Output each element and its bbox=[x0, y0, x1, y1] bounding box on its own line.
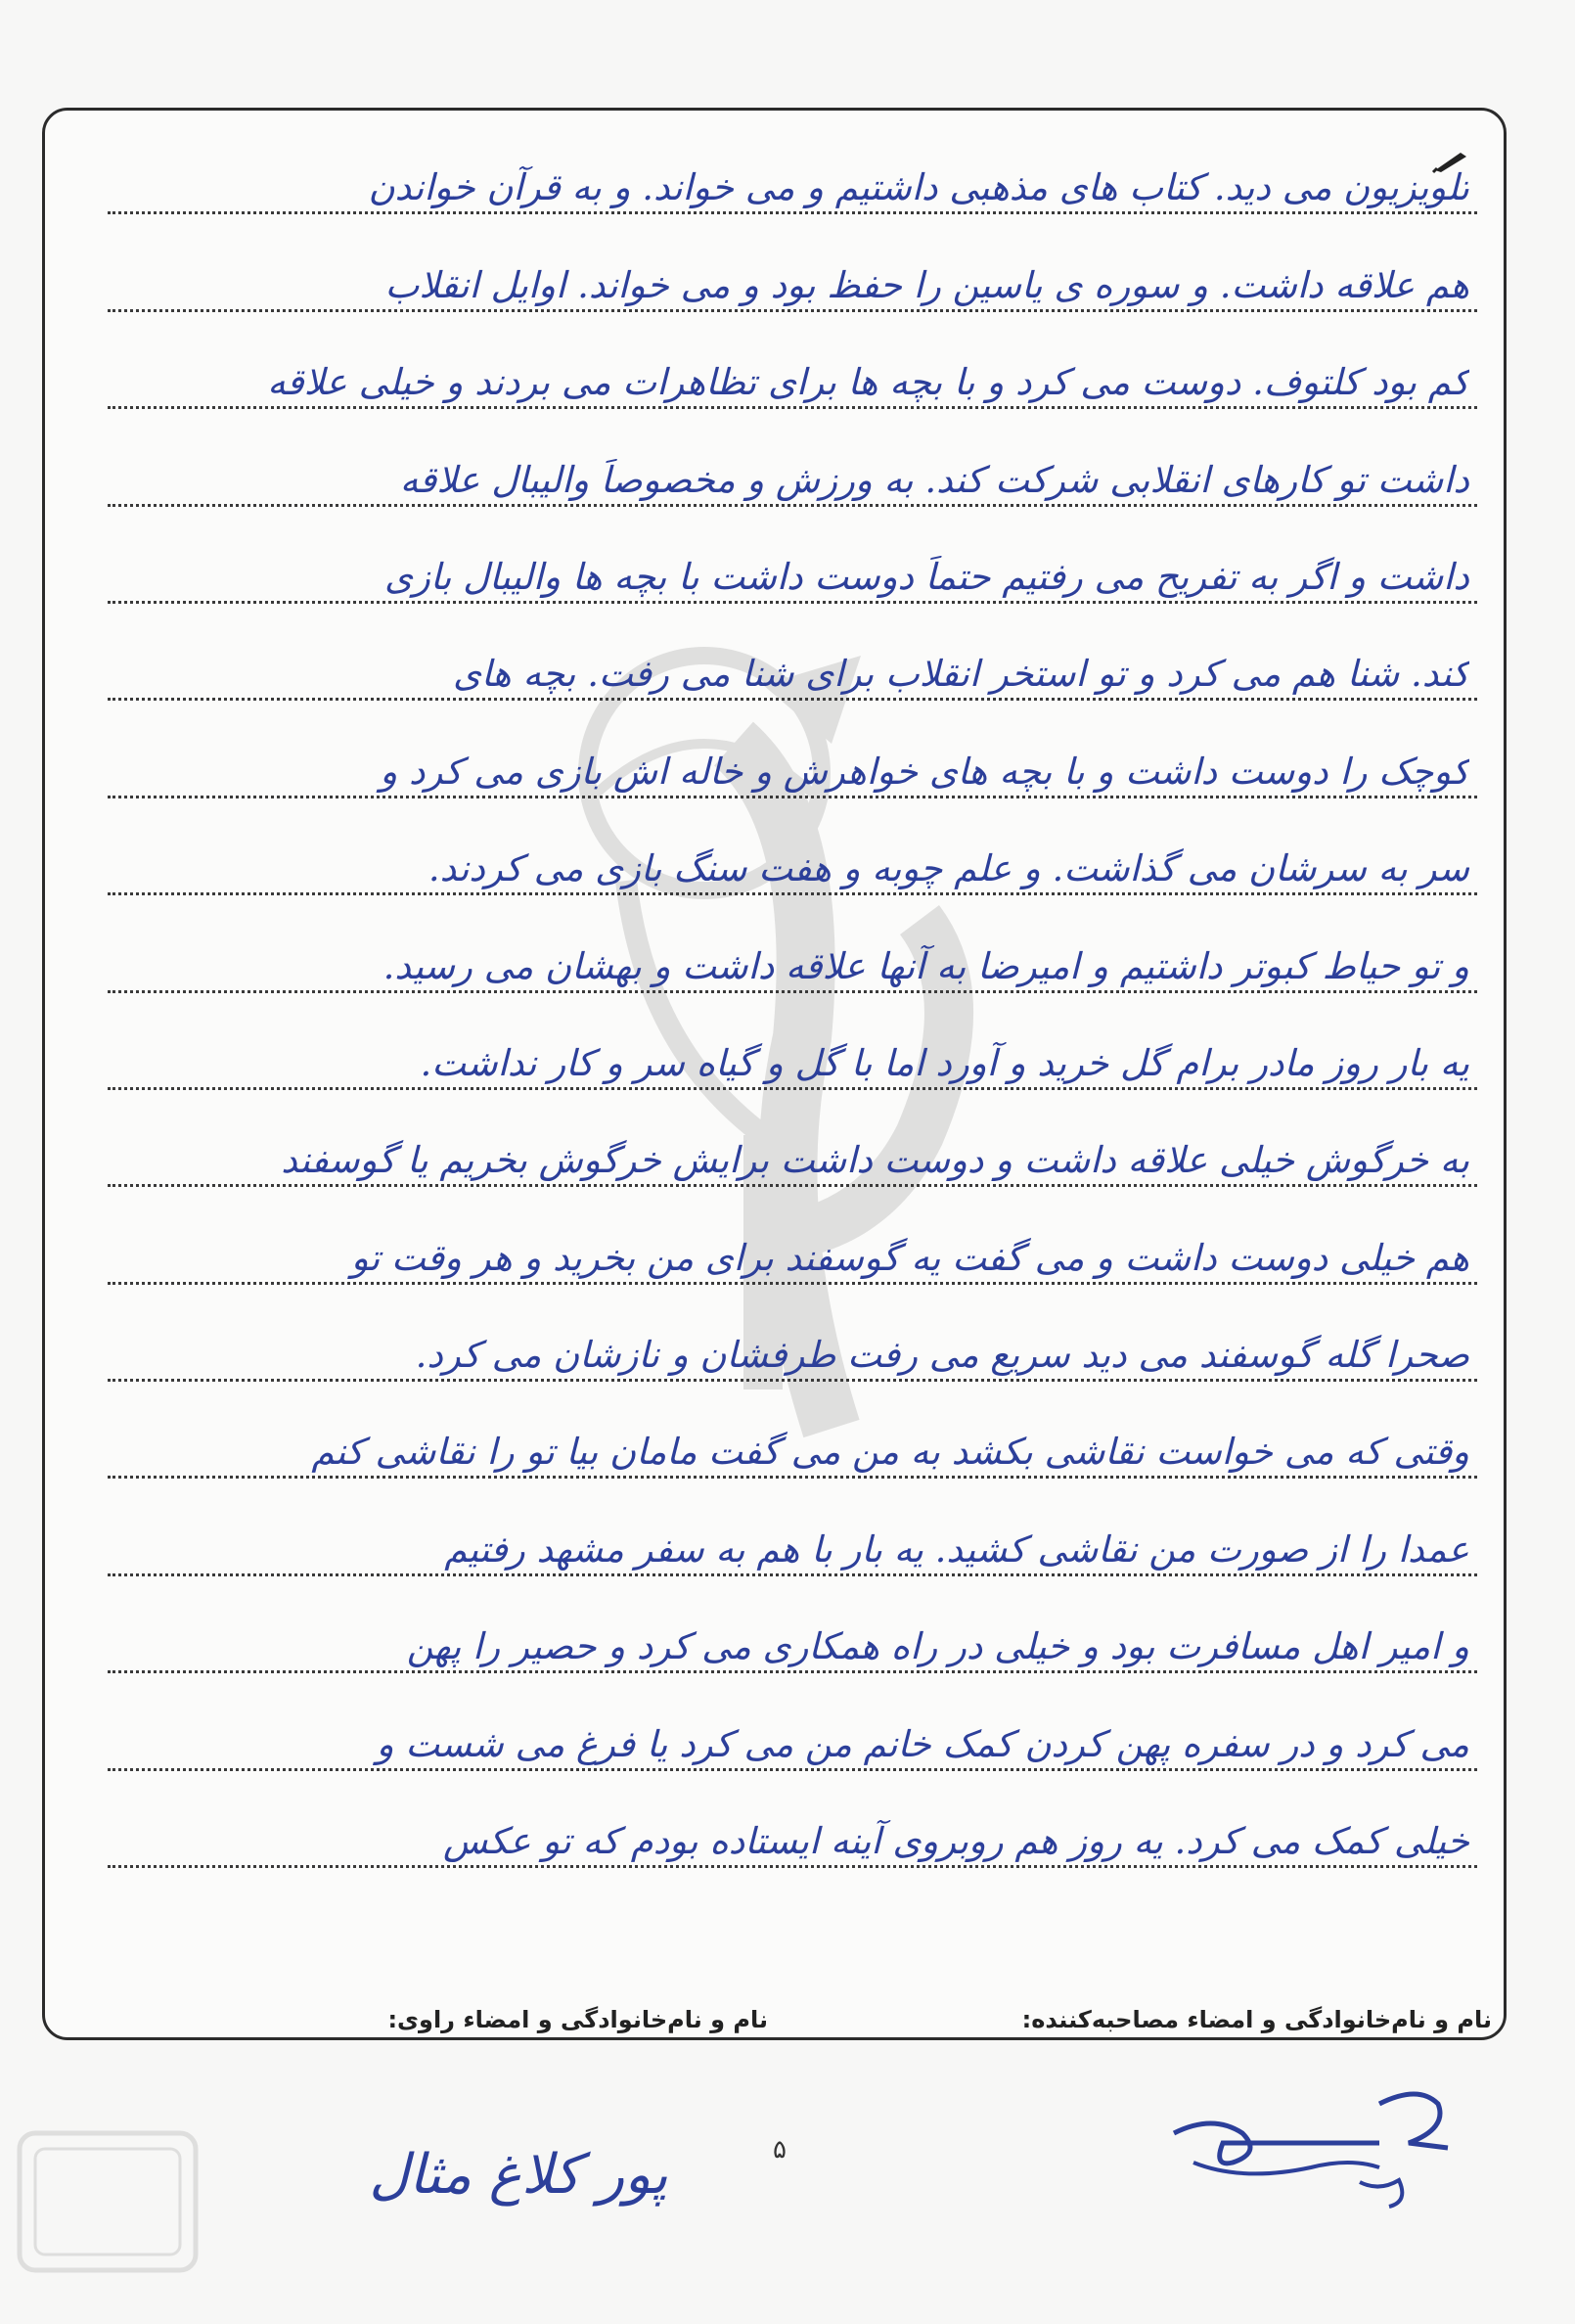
text-line bbox=[108, 905, 1477, 1002]
text-line bbox=[108, 322, 1477, 419]
line-text: کوچک را دوست داشت و با بچه های خواهرش و خاله اش بازی می کرد و bbox=[380, 750, 1469, 793]
line-text: هم خیلی دوست داشت و می گفت یه گوسفند برای من بخرید و هر وقت تو bbox=[350, 1236, 1469, 1279]
text-line bbox=[108, 1295, 1477, 1391]
interviewer-label: نام و نام‌خانوادگی و امضاء مصاحبه‌کننده: bbox=[1021, 2006, 1492, 2033]
narrator-label: نام و نام‌خانوادگی و امضاء راوی: bbox=[387, 2006, 768, 2033]
page-number: ۵ bbox=[773, 2135, 787, 2165]
line-text: و امیر اهل مسافرت بود و خیلی در راه همکاری می کرد و حصیر را پهن bbox=[406, 1625, 1469, 1668]
stamp-icon bbox=[10, 2123, 205, 2290]
line-text: داشت و اگر به تفریح می رفتیم حتماً دوست داشت با بچه ها والیبال بازی bbox=[384, 555, 1469, 598]
line-text: و تو حیاط کبوتر داشتیم و امیرضا به آنها علاقه داشت و بهشان می رسید. bbox=[382, 944, 1469, 987]
line-text: عمدا را از صورت من نقاشی کشید. یه بار با هم به سفر مشهد رفتیم bbox=[444, 1527, 1469, 1571]
text-line bbox=[108, 1586, 1477, 1683]
narrator-signature bbox=[333, 2114, 704, 2270]
line-text: سر به سرشان می گذاشت. و علم چوبه و هفت سنگ بازی می کردند. bbox=[428, 847, 1469, 890]
narrator-signature-text: پور کلاغ مثال bbox=[369, 2143, 668, 2207]
line-text: تلویزیون می دید. کتاب های مذهبی داشتیم و می خواند. و به قرآن خواندن bbox=[368, 166, 1469, 209]
line-text: وقتی که می خواست نقاشی بکشد به من می گفت مامان بیا تو را نقاشی کنم bbox=[311, 1431, 1469, 1474]
text-line bbox=[108, 1003, 1477, 1100]
line-text: کند. شنا هم می کرد و تو استخر انقلاب برای شنا می رفت. بچه های bbox=[452, 653, 1469, 696]
text-line bbox=[108, 1100, 1477, 1197]
interviewer-signature-icon bbox=[1154, 2074, 1467, 2221]
line-text: کم بود کلتوف. دوست می کرد و با بچه ها برای تظاهرات می بردند و خیلی علاقه bbox=[267, 361, 1469, 404]
text-line bbox=[108, 419, 1477, 516]
line-text: می کرد و در سفره پهن کردن کمک خانم من می کرد یا فرغ می شست و bbox=[376, 1722, 1469, 1765]
text-line bbox=[108, 1488, 1477, 1585]
text-line bbox=[108, 710, 1477, 807]
line-text: داشت تو کارهای انقلابی شرکت کند. به ورزش و مخصوصاً والیبال علاقه bbox=[399, 458, 1469, 501]
text-line bbox=[108, 517, 1477, 614]
text-line bbox=[108, 1197, 1477, 1294]
text-line bbox=[108, 127, 1477, 224]
text-line bbox=[108, 1391, 1477, 1488]
text-line bbox=[108, 808, 1477, 905]
line-text: خیلی کمک می کرد. یه روز هم روبروی آینه ایستاده بودم که تو عکس bbox=[442, 1820, 1469, 1863]
line-text: صحرا گله گوسفند می دید سریع می رفت طرفشان و نازشان می کرد. bbox=[415, 1334, 1469, 1377]
text-line bbox=[108, 614, 1477, 710]
text-line bbox=[108, 1781, 1477, 1878]
line-text: به خرگوش خیلی علاقه داشت و دوست داشت برایش خرگوش بخریم یا گوسفند bbox=[281, 1139, 1469, 1182]
text-line bbox=[108, 1683, 1477, 1780]
line-text: یه بار روز مادر برام گل خرید و آورد اما با گل و گیاه سر و کار نداشت. bbox=[420, 1041, 1469, 1084]
line-text: هم علاقه داشت. و سوره ی یاسین را حفظ بود و می خواند. اوایل انقلاب bbox=[384, 263, 1469, 306]
handwritten-text-area bbox=[108, 127, 1477, 1878]
text-line bbox=[108, 224, 1477, 321]
